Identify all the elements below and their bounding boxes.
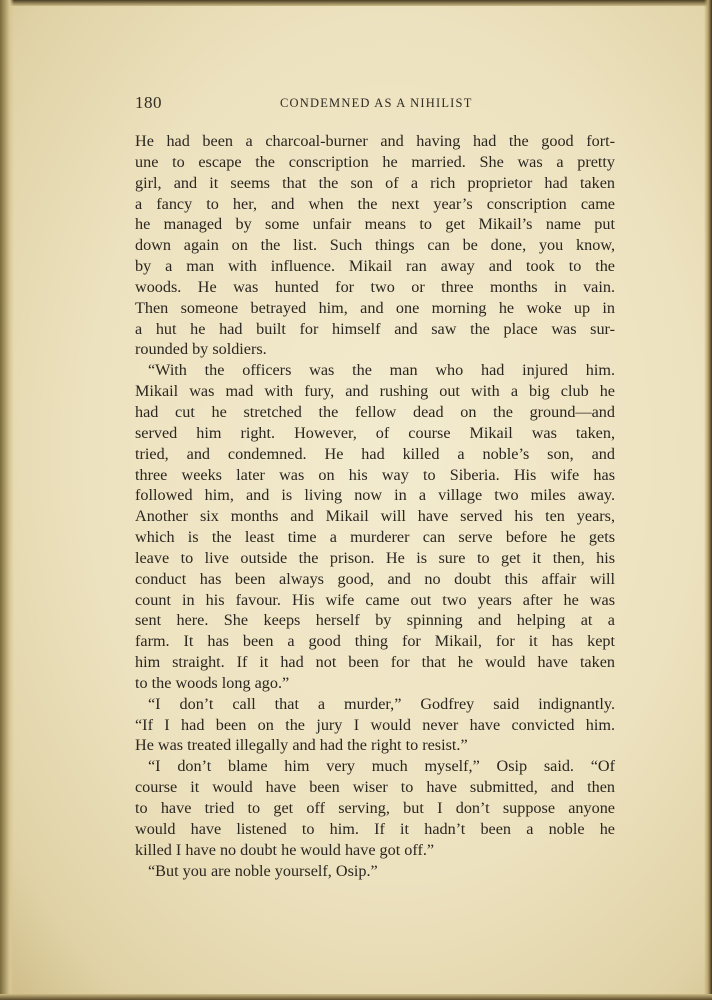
running-head: [135, 93, 615, 113]
text-line: killed I have no doubt he would have got off.”: [135, 840, 435, 859]
page-number: 180: [135, 93, 162, 112]
text-line: served him right. However, of course Mikail was taken,: [135, 423, 615, 442]
book-title: CONDEMNED AS A NIHILIST: [280, 96, 473, 110]
text-line: sent here. She keeps herself by spinning and helping at a: [135, 611, 615, 630]
text-line: him straight. If it had not been for that he would have taken: [135, 653, 615, 672]
text-line: He was treated illegally and had the right to resist.”: [135, 736, 468, 755]
text-line: which is the least time a murderer can serve before he gets: [135, 528, 615, 547]
text-line: by a man with influence. Mikail ran away and took to the: [135, 257, 615, 276]
text-line: Another six months and Mikail will have served his ten years,: [135, 507, 615, 526]
text-line: followed him, and is living now in a village two miles away.: [135, 486, 615, 505]
text-line: down again on the list. Such things can be done, you know,: [135, 236, 615, 255]
text-line: three weeks later was on his way to Siberia. His wife has: [135, 465, 615, 484]
text-line: Mikail was mad with fury, and rushing out with a big club he: [135, 382, 615, 401]
text-line: rounded by soldiers.: [135, 340, 267, 359]
text-line: girl, and it seems that the son of a rich proprietor had taken: [135, 173, 615, 192]
text-line: une to escape the conscription he married. She was a pretty: [135, 152, 615, 171]
page-binding-edge: [0, 0, 14, 1000]
page-top-edge: [0, 0, 712, 6]
text-line: conduct has been always good, and no doubt this affair will: [135, 569, 615, 588]
text-line: farm. It has been a good thing for Mikail, for it has kept: [135, 632, 615, 651]
text-line: to have tried to get off serving, but I don’t suppose anyone: [135, 799, 615, 817]
page-bottom-edge: [0, 994, 712, 1000]
text-line: he managed by some unfair means to get Mikail’s name put: [135, 215, 615, 234]
text-line: “I don’t blame him very much myself,” Osip said. “Of: [148, 757, 615, 776]
text-line: count in his favour. His wife came out two years after he was: [135, 590, 615, 609]
text-line: course it would have been wiser to have submitted, and then: [135, 778, 615, 797]
text-line: tried, and condemned. He had killed a noble’s son, and: [135, 444, 615, 463]
text-line: a hut he had built for himself and saw the place was sur-: [135, 319, 615, 338]
text-line: to the woods long ago.”: [135, 673, 290, 692]
body-text: [135, 131, 615, 881]
text-line: “If I had been on the jury I would never have convicted him.: [135, 715, 615, 734]
page-right-edge: [704, 0, 712, 1000]
text-line: would have listened to him. If it hadn’t been a noble he: [135, 819, 615, 838]
text-line: had cut he stretched the fellow dead on the ground—and: [135, 402, 615, 421]
text-line: woods. He was hunted for two or three months in vain.: [135, 277, 615, 296]
text-line: He had been a charcoal-burner and having had the good fort-: [135, 132, 615, 150]
text-line: “But you are noble yourself, Osip.”: [148, 861, 378, 880]
text-line: “With the officers was the man who had injured him.: [148, 361, 615, 380]
text-line: a fancy to her, and when the next year’s conscription came: [135, 194, 615, 213]
text-line: leave to live outside the prison. He is sure to get it then, his: [135, 548, 615, 567]
text-line: “I don’t call that a murder,” Godfrey said indignantly.: [148, 694, 615, 713]
text-line: Then someone betrayed him, and one morning he woke up in: [135, 298, 615, 317]
